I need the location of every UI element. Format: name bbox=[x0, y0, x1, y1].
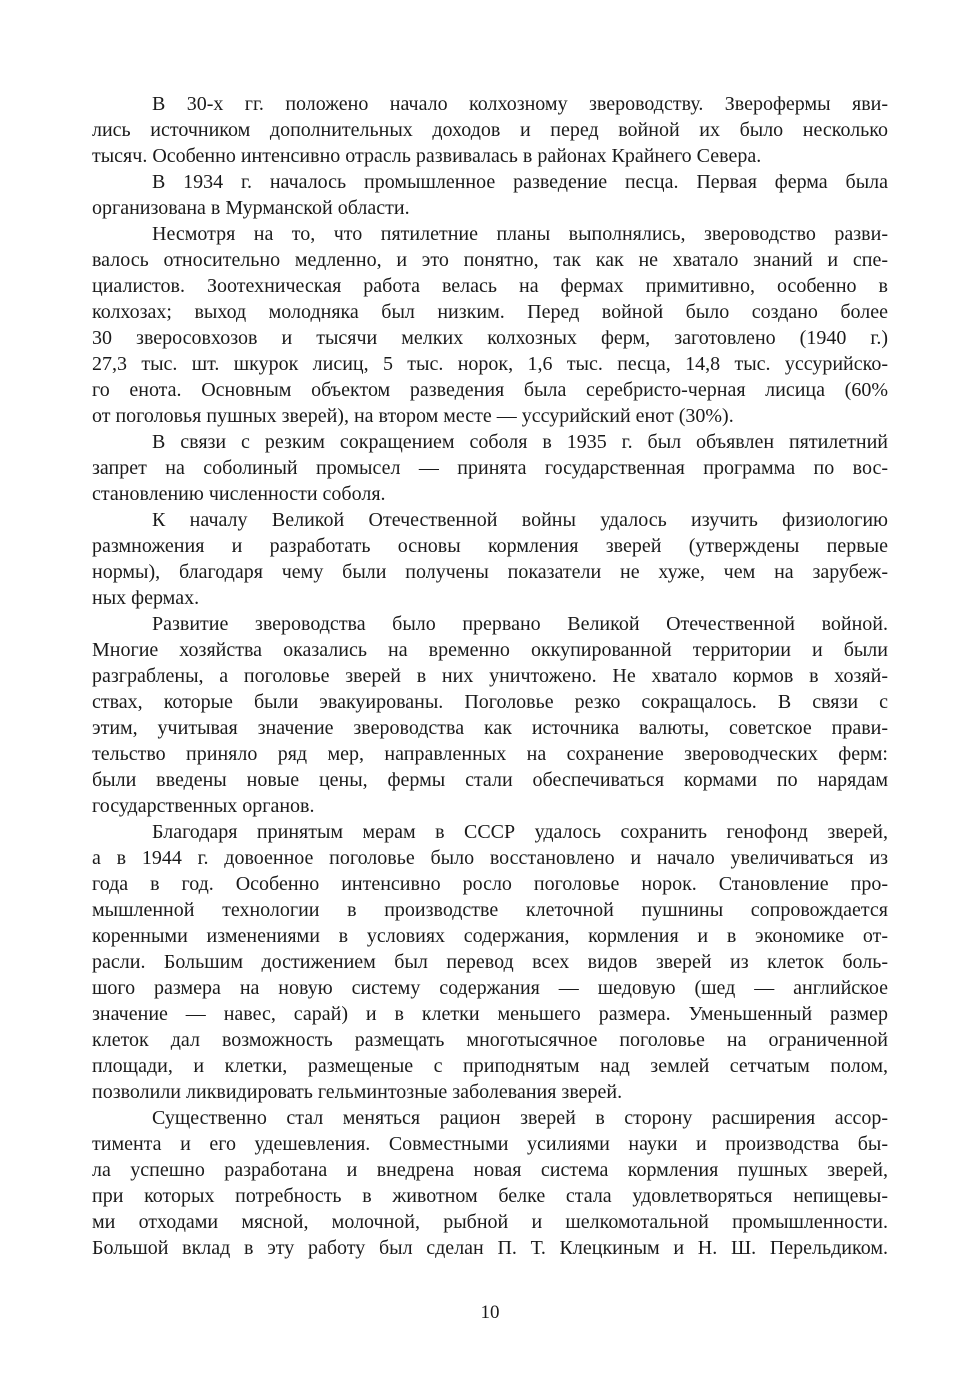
text-line: 30 зверосовхозов и тысячи мелких колхозных ферм, заготовлено (1940 г.) bbox=[92, 327, 888, 349]
text-line: от поголовья пушных зверей), на втором месте — уссурийский енот (30%). bbox=[92, 405, 734, 427]
text-line: тимента и его удешевления. Совместными усилиями науки и производства бы- bbox=[92, 1133, 888, 1155]
text-line: циалистов. Зоотехническая работа велась на фермах примитивно, особенно в bbox=[92, 275, 888, 297]
text-line: ми отходами мясной, молочной, рыбной и шелкомотальной промышленности. bbox=[92, 1211, 888, 1233]
text-line: ла успешно разработана и внедрена новая система кормления пушных зверей, bbox=[92, 1159, 888, 1181]
text-line: становлению численности соболя. bbox=[92, 483, 386, 505]
text-line: размножения и разработать основы кормления зверей (утверждены первые bbox=[92, 535, 888, 557]
text-line: клеток дал возможность размещать многотысячное поголовье на ограниченной bbox=[92, 1029, 888, 1051]
page-number: 10 bbox=[480, 1302, 500, 1323]
text-line: валось относительно медленно, и это понятно, так как не хватало знаний и спе- bbox=[92, 249, 888, 271]
text-line: площади, и клетки, размещеные с приподнятым над землей сетчатым полом, bbox=[92, 1055, 888, 1077]
text-line: были введены новые цены, фермы стали обеспечиваться кормами по нарядам bbox=[92, 769, 888, 791]
text-line: Существенно стал меняться рацион зверей в сторону расширения ассор- bbox=[152, 1107, 888, 1129]
text-line: В связи с резким сокращением соболя в 1935 г. был объявлен пятилетний bbox=[152, 431, 888, 453]
text-line: организована в Мурманской области. bbox=[92, 197, 410, 219]
text-line: расли. Большим достижением был перевод всех видов зверей из клеток боль- bbox=[92, 951, 888, 973]
paragraph bbox=[92, 91, 888, 169]
text-line: а в 1944 г. довоенное поголовье было восстановлено и начало увеличиваться из bbox=[92, 847, 888, 869]
paragraph bbox=[92, 819, 888, 1105]
text-line: К началу Великой Отечественной войны удалось изучить физиологию bbox=[152, 509, 888, 531]
text-line: тысяч. Особенно интенсивно отрасль развивалась в районах Крайнего Севера. bbox=[92, 145, 762, 167]
text-line: коренными изменениями в условиях содержания, кормления и в экономике от- bbox=[92, 925, 888, 947]
text-line: Большой вклад в эту работу был сделан П. Т. Клецкиным и Н. Ш. Перельдиком. bbox=[92, 1237, 888, 1259]
text-line: государственных органов. bbox=[92, 795, 315, 817]
text-line: позволили ликвидировать гельминтозные заболевания зверей. bbox=[92, 1081, 623, 1103]
paragraph bbox=[92, 169, 888, 221]
text-line: Развитие звероводства было прервано Великой Отечественной войной. bbox=[152, 613, 888, 635]
text-line: В 30-х гг. положено начало колхозному звероводству. Зверофермы яви- bbox=[152, 93, 888, 115]
text-line: ствах, которые были эвакуированы. Поголовье резко сокращалось. В связи с bbox=[92, 691, 888, 713]
text-line: мышленной технологии в производстве клеточной пушнины сопровождается bbox=[92, 899, 888, 921]
text-line: лись источником дополнительных доходов и перед войной их было несколько bbox=[92, 119, 888, 141]
text-line: нормы), благодаря чему были получены показатели не хуже, чем на зарубеж- bbox=[92, 561, 888, 583]
text-line: разграблены, а поголовье зверей в них уничтожено. Не хватало кормов в хозяй- bbox=[92, 665, 888, 687]
body-text bbox=[92, 91, 888, 1261]
text-line: шого размера на новую систему содержания — шедовую (шед — английское bbox=[92, 977, 888, 999]
text-line: этим, учитывая значение звероводства как источника валюты, советское прави- bbox=[92, 717, 888, 739]
text-line: колхозах; выход молодняка был низким. Перед войной было создано более bbox=[92, 301, 888, 323]
text-line: значение — навес, сарай) и в клетки меньшего размера. Уменьшенный размер bbox=[92, 1003, 888, 1025]
paragraph bbox=[92, 1105, 888, 1261]
text-line: Несмотря на то, что пятилетние планы выполнялись, звероводство разви- bbox=[152, 223, 888, 245]
paragraph bbox=[92, 507, 888, 611]
text-line: 27,3 тыс. шт. шкурок лисиц, 5 тыс. норок, 1,6 тыс. песца, 14,8 тыс. уссурийско- bbox=[92, 353, 888, 375]
paragraph bbox=[92, 429, 888, 507]
paragraph bbox=[92, 611, 888, 819]
paragraph bbox=[92, 221, 888, 429]
text-line: тельство приняло ряд мер, направленных на сохранение звероводческих ферм: bbox=[92, 743, 888, 765]
text-line: при которых потребность в животном белке стала удовлетворяться непищевы- bbox=[92, 1185, 888, 1207]
text-line: В 1934 г. началось промышленное разведение песца. Первая ферма была bbox=[152, 171, 888, 193]
text-line: года в год. Особенно интенсивно росло поголовье норок. Становление про- bbox=[92, 873, 888, 895]
text-line: Благодаря принятым мерам в СССР удалось сохранить генофонд зверей, bbox=[152, 821, 888, 843]
text-line: ных фермах. bbox=[92, 587, 200, 609]
text-line: запрет на соболиный промысел — принята государственная программа по вос- bbox=[92, 457, 888, 479]
text-line: го енота. Основным объектом разведения была серебристо-черная лисица (60% bbox=[92, 379, 888, 401]
text-line: Многие хозяйства оказались на временно оккупированной территории и были bbox=[92, 639, 888, 661]
